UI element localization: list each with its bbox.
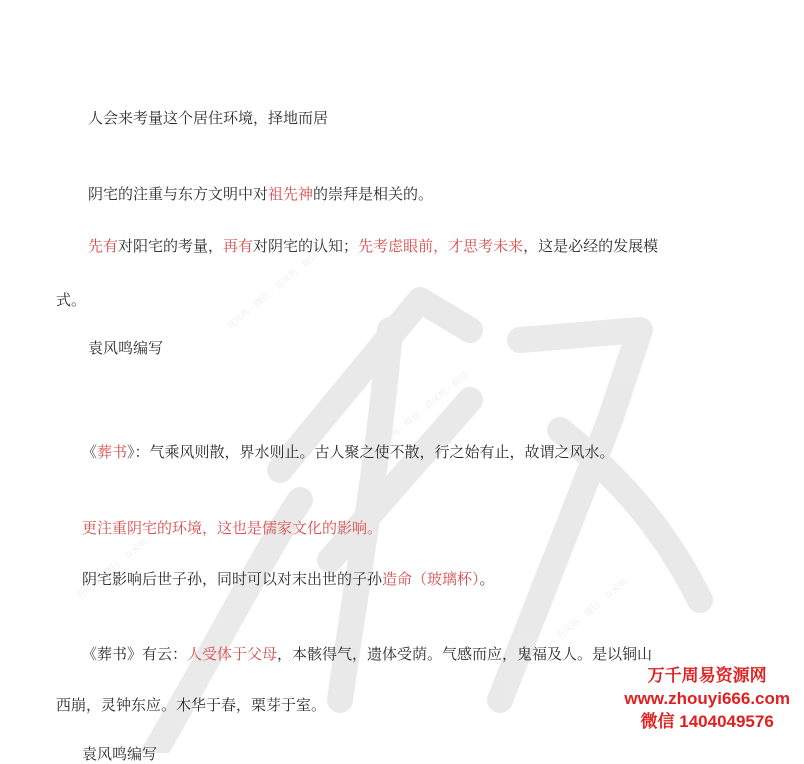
highlight-destiny: 造命（玻璃杯） xyxy=(382,570,480,588)
paragraph-1 xyxy=(88,108,328,128)
paragraph-5 xyxy=(82,442,615,462)
paragraph-2-text-a: 阴宅的注重与东方文明中对 xyxy=(88,185,269,203)
paragraph-7-text-a: 阴宅影响后世子孙，同时可以对末出世的子孙 xyxy=(82,570,383,588)
highlight-present-future: 先考虑眼前，才思考未来 xyxy=(358,237,524,255)
paragraph-8 xyxy=(82,644,652,664)
brand-name: 万千周易资源网 xyxy=(647,666,767,685)
paragraph-5-text-a: 《 xyxy=(82,443,98,461)
brand-watermark xyxy=(624,664,790,733)
brand-wechat: 微信 1404049576 xyxy=(640,712,774,731)
paragraph-3-text-b: 对阳宅的考量， xyxy=(118,237,224,255)
highlight-confucian: 更注重阴宅的环境，这也是儒家文化的影响。 xyxy=(82,519,383,537)
author-credit-2: 袁风鸣编写 xyxy=(82,745,158,763)
svg-text:袁风鸣 · 微信 · 袁风鸣: 袁风鸣 · 微信 · 袁风鸣 xyxy=(75,537,151,603)
paragraph-4 xyxy=(88,338,163,358)
paragraph-8-text-c: ，本骸得气，遗体受荫。气感而应，鬼福及人。是以铜山 xyxy=(277,645,653,663)
svg-text:袁风鸣 · 微信 · 袁风鸣 · 微信: 袁风鸣 · 微信 · 袁风鸣 · 微信 xyxy=(225,250,321,333)
paragraph-1-text: 人会来考量这个居住环境，择地而居 xyxy=(88,109,329,127)
paragraph-8-cont-text: 西崩，灵钟东应。木华于春，栗芽于室。 xyxy=(56,696,327,714)
paragraph-8-text-a: 《葬书》有云： xyxy=(82,645,188,663)
paragraph-3 xyxy=(88,236,658,256)
paragraph-2 xyxy=(88,184,433,204)
paragraph-5-text-c: 》：气乘风则散，界水则止。古人聚之使不散，行之始有止，故谓之风水。 xyxy=(127,443,615,461)
highlight-parents: 人受体于父母 xyxy=(187,645,278,663)
highlight-then: 再有 xyxy=(223,237,254,255)
author-credit: 袁风鸣编写 xyxy=(88,339,164,357)
brand-url: www.zhouyi666.com xyxy=(624,689,790,708)
paragraph-3-continuation xyxy=(56,290,86,310)
paragraph-6 xyxy=(82,518,382,538)
paragraph-7 xyxy=(82,569,495,589)
paragraph-2-text-c: 的崇拜是相关的。 xyxy=(313,185,434,203)
paragraph-3-text-f: ，这是必经的发展模 xyxy=(523,237,659,255)
paragraph-7-text-c: 。 xyxy=(479,570,495,588)
highlight-ancestor-god: 祖先神 xyxy=(268,185,314,203)
paragraph-3-text-d: 对阴宅的认知； xyxy=(253,237,359,255)
highlight-zangshu: 葬书 xyxy=(97,443,128,461)
svg-text:袁风鸣 · 微信 · 袁风鸣: 袁风鸣 · 微信 · 袁风鸣 xyxy=(555,577,631,643)
paragraph-3-cont-text: 式。 xyxy=(56,291,87,309)
paragraph-8-continuation xyxy=(56,695,326,715)
svg-text:袁风鸣 · 微信 · 袁风鸣 · 微信: 袁风鸣 · 微信 · 袁风鸣 · 微信 xyxy=(375,370,471,453)
paragraph-9 xyxy=(82,744,157,764)
highlight-first: 先有 xyxy=(88,237,119,255)
